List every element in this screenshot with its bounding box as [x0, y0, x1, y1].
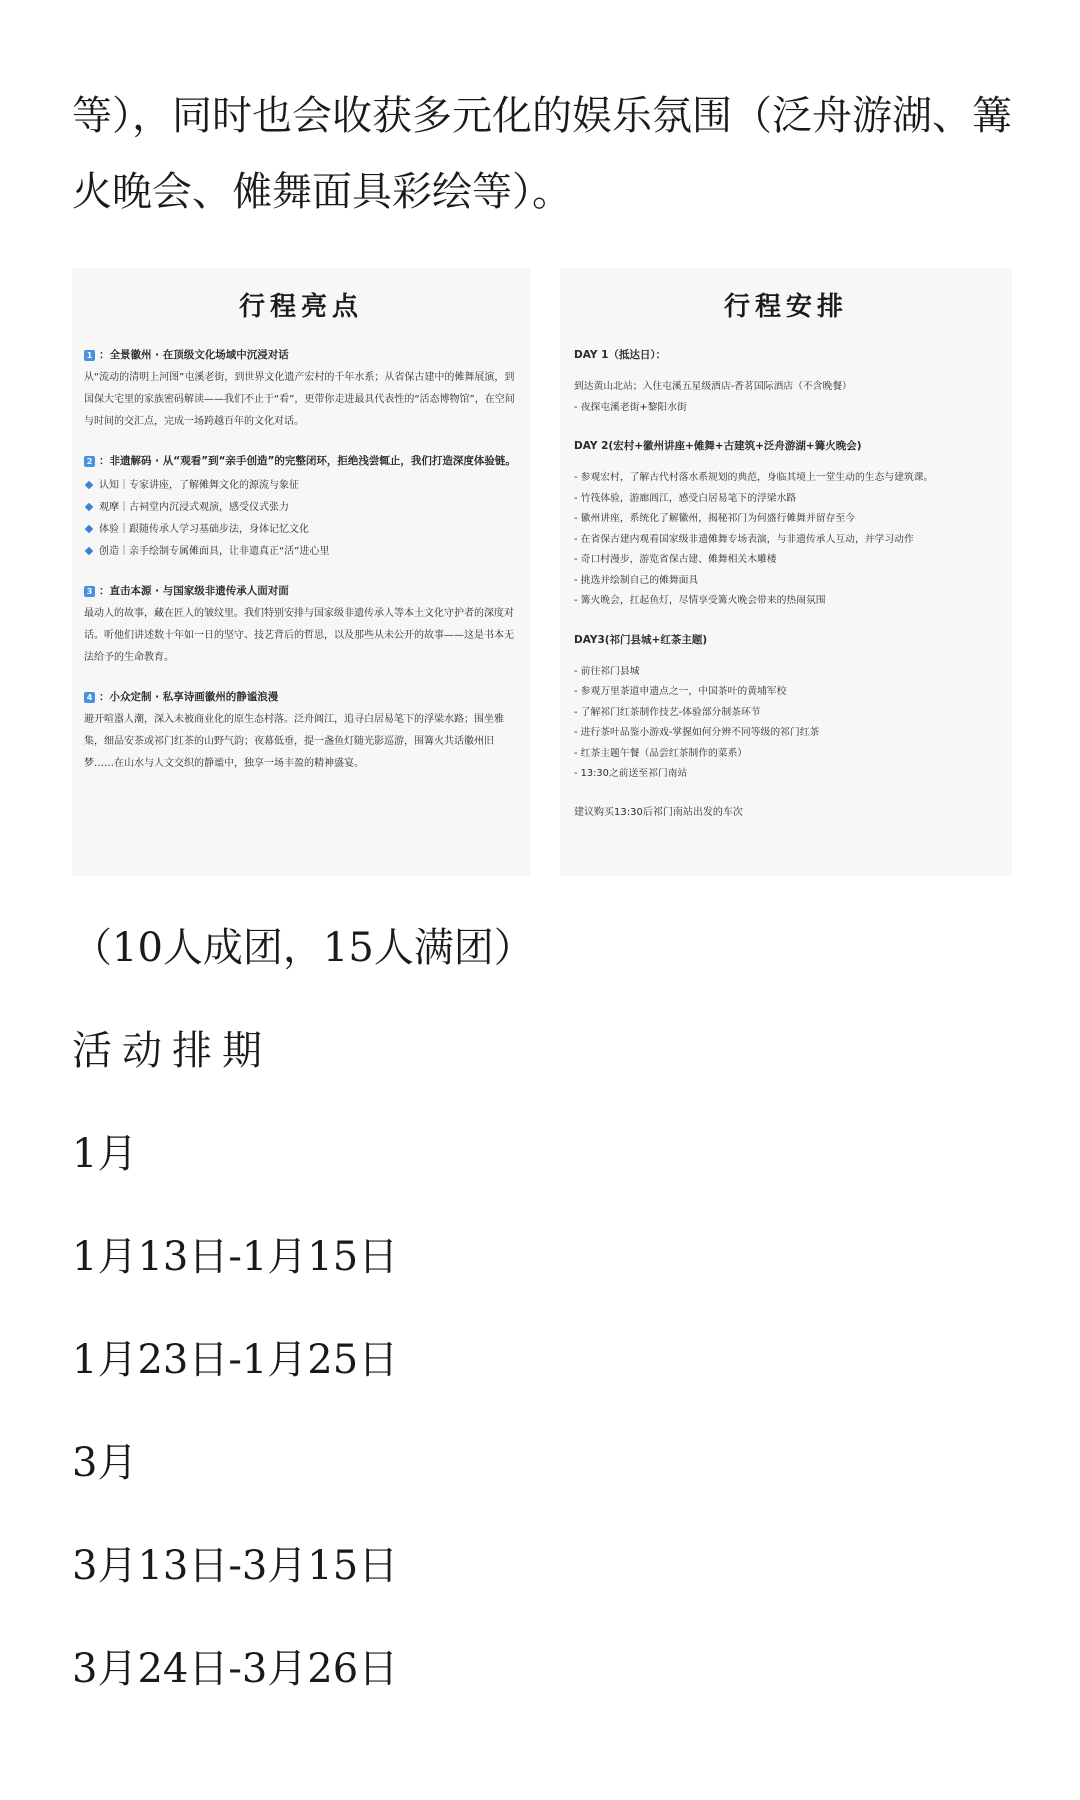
highlights-card — [72, 268, 530, 876]
highlight-section-3 — [84, 581, 518, 669]
list-item: 创造｜亲手绘制专属傩面具，让非遗真正“活”进心里 — [84, 541, 518, 563]
schedule-line: 1月 — [72, 1131, 138, 1177]
schedule-line: 1月13日-1月15日 — [72, 1234, 399, 1280]
itinerary-card — [560, 268, 1012, 876]
highlight-heading: ：直击本源 · 与国家级非遗传承人面对面 — [99, 585, 289, 597]
highlight-section-4 — [84, 687, 518, 775]
diamond-bullet-icon — [85, 524, 93, 532]
schedule-line: 3月13日-3月15日 — [72, 1543, 399, 1589]
list-item: 观摩｜古祠堂内沉浸式观演，感受仪式张力 — [84, 497, 518, 519]
list-item: - 13:30之前送至祁门南站 — [574, 768, 688, 779]
number-badge-icon: 3 — [84, 586, 95, 597]
highlight-list — [84, 475, 518, 563]
schedule-line: 1月23日-1月25日 — [72, 1337, 399, 1383]
day-heading: DAY3(祁门县城+红茶主题) — [574, 633, 708, 646]
diamond-bullet-icon — [85, 502, 93, 510]
schedule-line: 3月24日-3月26日 — [72, 1646, 399, 1692]
list-item: - 进行茶叶品鉴小游戏-掌握如何分辨不同等级的祁门红茶 — [574, 727, 820, 738]
list-item: - 参观宏村，了解古代村落水系规划的典范，身临其境上一堂生动的生态与建筑课。 — [574, 472, 934, 483]
itinerary-images — [72, 268, 1012, 876]
highlight-heading: ：非遗解码 · 从“观看”到“亲手创造”的完整闭环，拒绝浅尝辄止，我们打造深度体验链。 — [99, 455, 516, 467]
list-item: - 了解祁门红茶制作技艺-体验部分制茶环节 — [574, 706, 761, 718]
highlight-body: 最动人的故事，藏在匠人的皱纹里。我们特别安排与国家级非遗传承人等本土文化守护者的深度对话。听他们讲述数十年如一日的坚守、技艺背后的哲思，以及那些从未公开的故事——这是书本无法给予的生命教育。 — [84, 608, 514, 663]
list-item: - 挑选并绘制自己的傩舞面具 — [574, 574, 699, 586]
list-item: 到达黄山北站；入住屯溪五星级酒店-香茗国际酒店（不含晚餐） — [574, 381, 852, 392]
day-list — [574, 468, 998, 612]
diamond-bullet-icon — [85, 480, 93, 488]
list-item: - 竹筏体验，游廊阊江，感受白居易笔下的浮梁水路 — [574, 492, 797, 504]
list-item: - 参观万里茶道申遗点之一，中国茶叶的黄埔军校 — [574, 686, 787, 697]
itinerary-title: 行程安排 — [723, 292, 848, 322]
list-item: - 夜探屯溪老街+黎阳水街 — [574, 401, 687, 413]
schedule-section — [72, 920, 1012, 1744]
list-item: - 前往祁门县城 — [574, 665, 640, 677]
list-item: - 篝火晚会，扛起鱼灯，尽情享受篝火晚会带来的热闹氛围 — [574, 595, 826, 606]
schedule-title: 活动排期 — [72, 1028, 272, 1074]
highlight-heading: ：小众定制 · 私享诗画徽州的静谧浪漫 — [99, 691, 279, 703]
day-list — [574, 662, 998, 785]
diamond-bullet-icon — [85, 546, 93, 554]
highlight-body: 从“流动的清明上河图”屯溪老街，到世界文化遗产宏村的千年水系；从省保古建中的傩舞展演，到国保大宅里的家族密码解读——我们不止于“看”，更带你走进最具代表性的“活态博物馆”，在空间与时间的交汇点，完成一场跨越百年的文化对话。 — [84, 372, 515, 427]
highlights-title: 行程亮点 — [238, 292, 363, 322]
list-item: 认知｜专家讲座，了解傩舞文化的源流与象征 — [84, 475, 518, 497]
number-badge-icon: 4 — [84, 692, 95, 703]
list-item: - 奇口村漫步，游览省保古建、傩舞相关木雕楼 — [574, 554, 777, 565]
list-item: 体验｜跟随传承人学习基础步法，身体记忆文化 — [84, 519, 518, 541]
schedule-line: 3月 — [72, 1440, 138, 1486]
list-item: - 红茶主题午餐（品尝红茶制作的菜系） — [574, 747, 748, 759]
day-heading: DAY 1（抵达日）： — [574, 349, 667, 361]
day-list — [574, 377, 998, 418]
day-heading: DAY 2(宏村+徽州讲座+傩舞+古建筑+泛舟游湖+篝火晚会) — [574, 440, 862, 452]
ticket-advice: 建议购买13:30后祁门南站出发的车次 — [574, 806, 743, 818]
list-item: - 在省保古建内观看国家级非遗傩舞专场表演，与非遗传承人互动，并学习动作 — [574, 533, 914, 545]
highlight-body: 避开喧嚣人潮，深入未被商业化的原生态村落。泛舟阊江，追寻白居易笔下的浮梁水路；围坐雅集，细品安茶或祁门红茶的山野气韵；夜幕低垂，提一盏鱼灯随光影巡游，围篝火共话徽州旧梦……在山水与人文交织的静谧中，独享一场丰盈的精神盛宴。 — [84, 714, 504, 769]
highlight-section-1 — [84, 345, 518, 433]
intro-paragraph: 等），同时也会收获多元化的娱乐氛围（泛舟游湖、篝火晚会、傩舞面具彩绘等）。 — [72, 93, 1012, 215]
group-size-note: （10人成团，15人满团） — [72, 925, 534, 971]
list-item: - 徽州讲座，系统化了解徽州，揭秘祁门为何盛行傩舞并留存至今 — [574, 513, 855, 524]
highlight-heading: ：全景徽州 · 在顶级文化场域中沉浸对话 — [99, 349, 289, 361]
highlight-section-2 — [84, 451, 518, 563]
number-badge-icon: 2 — [84, 456, 95, 467]
number-badge-icon: 1 — [84, 350, 95, 361]
